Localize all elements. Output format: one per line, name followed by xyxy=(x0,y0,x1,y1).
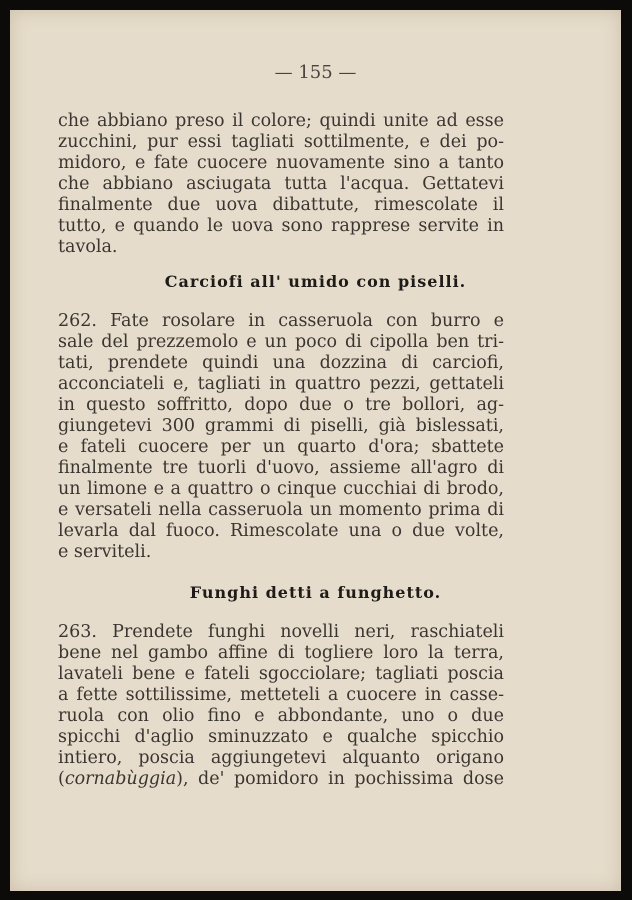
book-page xyxy=(10,10,621,891)
text-line: finalmente tre tuorli d'uovo, assieme all'agro di xyxy=(58,458,504,478)
text-line: levarla dal fuoco. Rimescolate una o due volte, xyxy=(58,521,504,541)
text-line: finalmente due uova dibattute, rimescolate il xyxy=(58,195,504,215)
italic-term: cornabùggia xyxy=(64,769,177,789)
recipe-heading: Funghi detti a funghetto. xyxy=(189,583,442,602)
text-line: 262. Fate rosolare in casseruola con burro e xyxy=(58,311,504,331)
page-number: — 155 — xyxy=(274,62,357,83)
text-line: tavola. xyxy=(58,237,118,257)
text-line: a fette sottilissime, metteteli a cuocere in casse- xyxy=(58,685,504,705)
text-line: e fateli cuocere per un quarto d'ora; sbattete xyxy=(58,437,504,457)
text-line: che abbiano asciugata tutta l'acqua. Gettatevi xyxy=(58,174,504,194)
text-line: che abbiano preso il colore; quindi unite ad esse xyxy=(58,111,504,131)
text-line: 263. Prendete funghi novelli neri, raschiateli xyxy=(58,622,504,642)
text-line xyxy=(58,769,504,790)
text-line: acconciateli e, tagliati in quattro pezzi, gettateli xyxy=(58,374,504,394)
text-line: intiero, poscia aggiungetevi alquanto origano xyxy=(58,748,504,768)
text-line: giungetevi 300 grammi di piselli, già bislessati, xyxy=(58,416,504,436)
text-line: sale del prezzemolo e un poco di cipolla ben tri- xyxy=(58,332,504,352)
text-line: zucchini, pur essi tagliati sottilmente, e dei po- xyxy=(58,132,504,152)
text-line: e versateli nella casseruola un momento prima di xyxy=(58,500,504,520)
text-line: tutto, e quando le uova sono rapprese servite in xyxy=(58,216,504,236)
text-line: bene nel gambo affine di togliere loro la terra, xyxy=(58,643,504,663)
text-line: midoro, e fate cuocere nuovamente sino a tanto xyxy=(58,153,504,173)
text-line: spicchi d'aglio sminuzzato e qualche spicchio xyxy=(58,727,504,747)
text-line: e serviteli. xyxy=(58,542,152,562)
text-line: in questo soffritto, dopo due o tre bollori, ag- xyxy=(58,395,504,415)
text-line: ruola con olio fino e abbondante, uno o due xyxy=(58,706,504,726)
text-line: un limone e a quattro o cinque cucchiai di brodo, xyxy=(58,479,504,499)
text-line: lavateli bene e fateli sgocciolare; tagliati poscia xyxy=(58,664,504,684)
recipe-heading: Carciofi all' umido con piselli. xyxy=(164,272,467,291)
text-rest: ), de' pomidoro in pochissima dose xyxy=(176,769,504,789)
paren-open: ( xyxy=(58,769,65,789)
text-line: tati, prendete quindi una dozzina di carciofi, xyxy=(58,353,504,373)
